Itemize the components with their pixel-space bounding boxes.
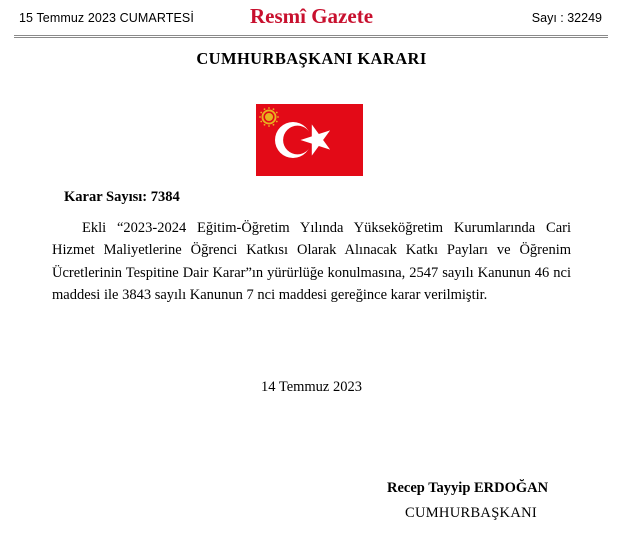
signer-name: Recep Tayyip ERDOĞAN [387,480,549,496]
issue-number: Sayı : 32249 [531,11,602,25]
decision-date: 14 Temmuz 2023 [260,379,362,395]
gazette-title: Resmî Gazete [249,4,374,28]
decision-number: Karar Sayısı: 7384 [64,189,180,205]
document-title: CUMHURBAŞKANI KARARI [196,49,427,68]
header-divider [14,35,608,38]
turkish-flag-icon [256,104,363,176]
decision-body: Ekli “2023-2024 Eğitim-Öğretim Yılında Yükseköğretim Kurumlarında Cari Hizmet Maliyetlerine Öğrenci Katkısı Olarak Alınacak Katkı Payları ve Öğrenim Ücretlerinin Tespitine Dair Karar”ın yürürlüğe konulmasına, 2547 sayılı Kanunun 46 nci maddesi ile 3843 sayılı Kanunun 7 nci maddesi gereğince karar verilmiştir. [52,220,571,304]
issue-date: 15 Temmuz 2023 CUMARTESİ [19,11,194,25]
signer-title: CUMHURBAŞKANI [405,505,537,521]
